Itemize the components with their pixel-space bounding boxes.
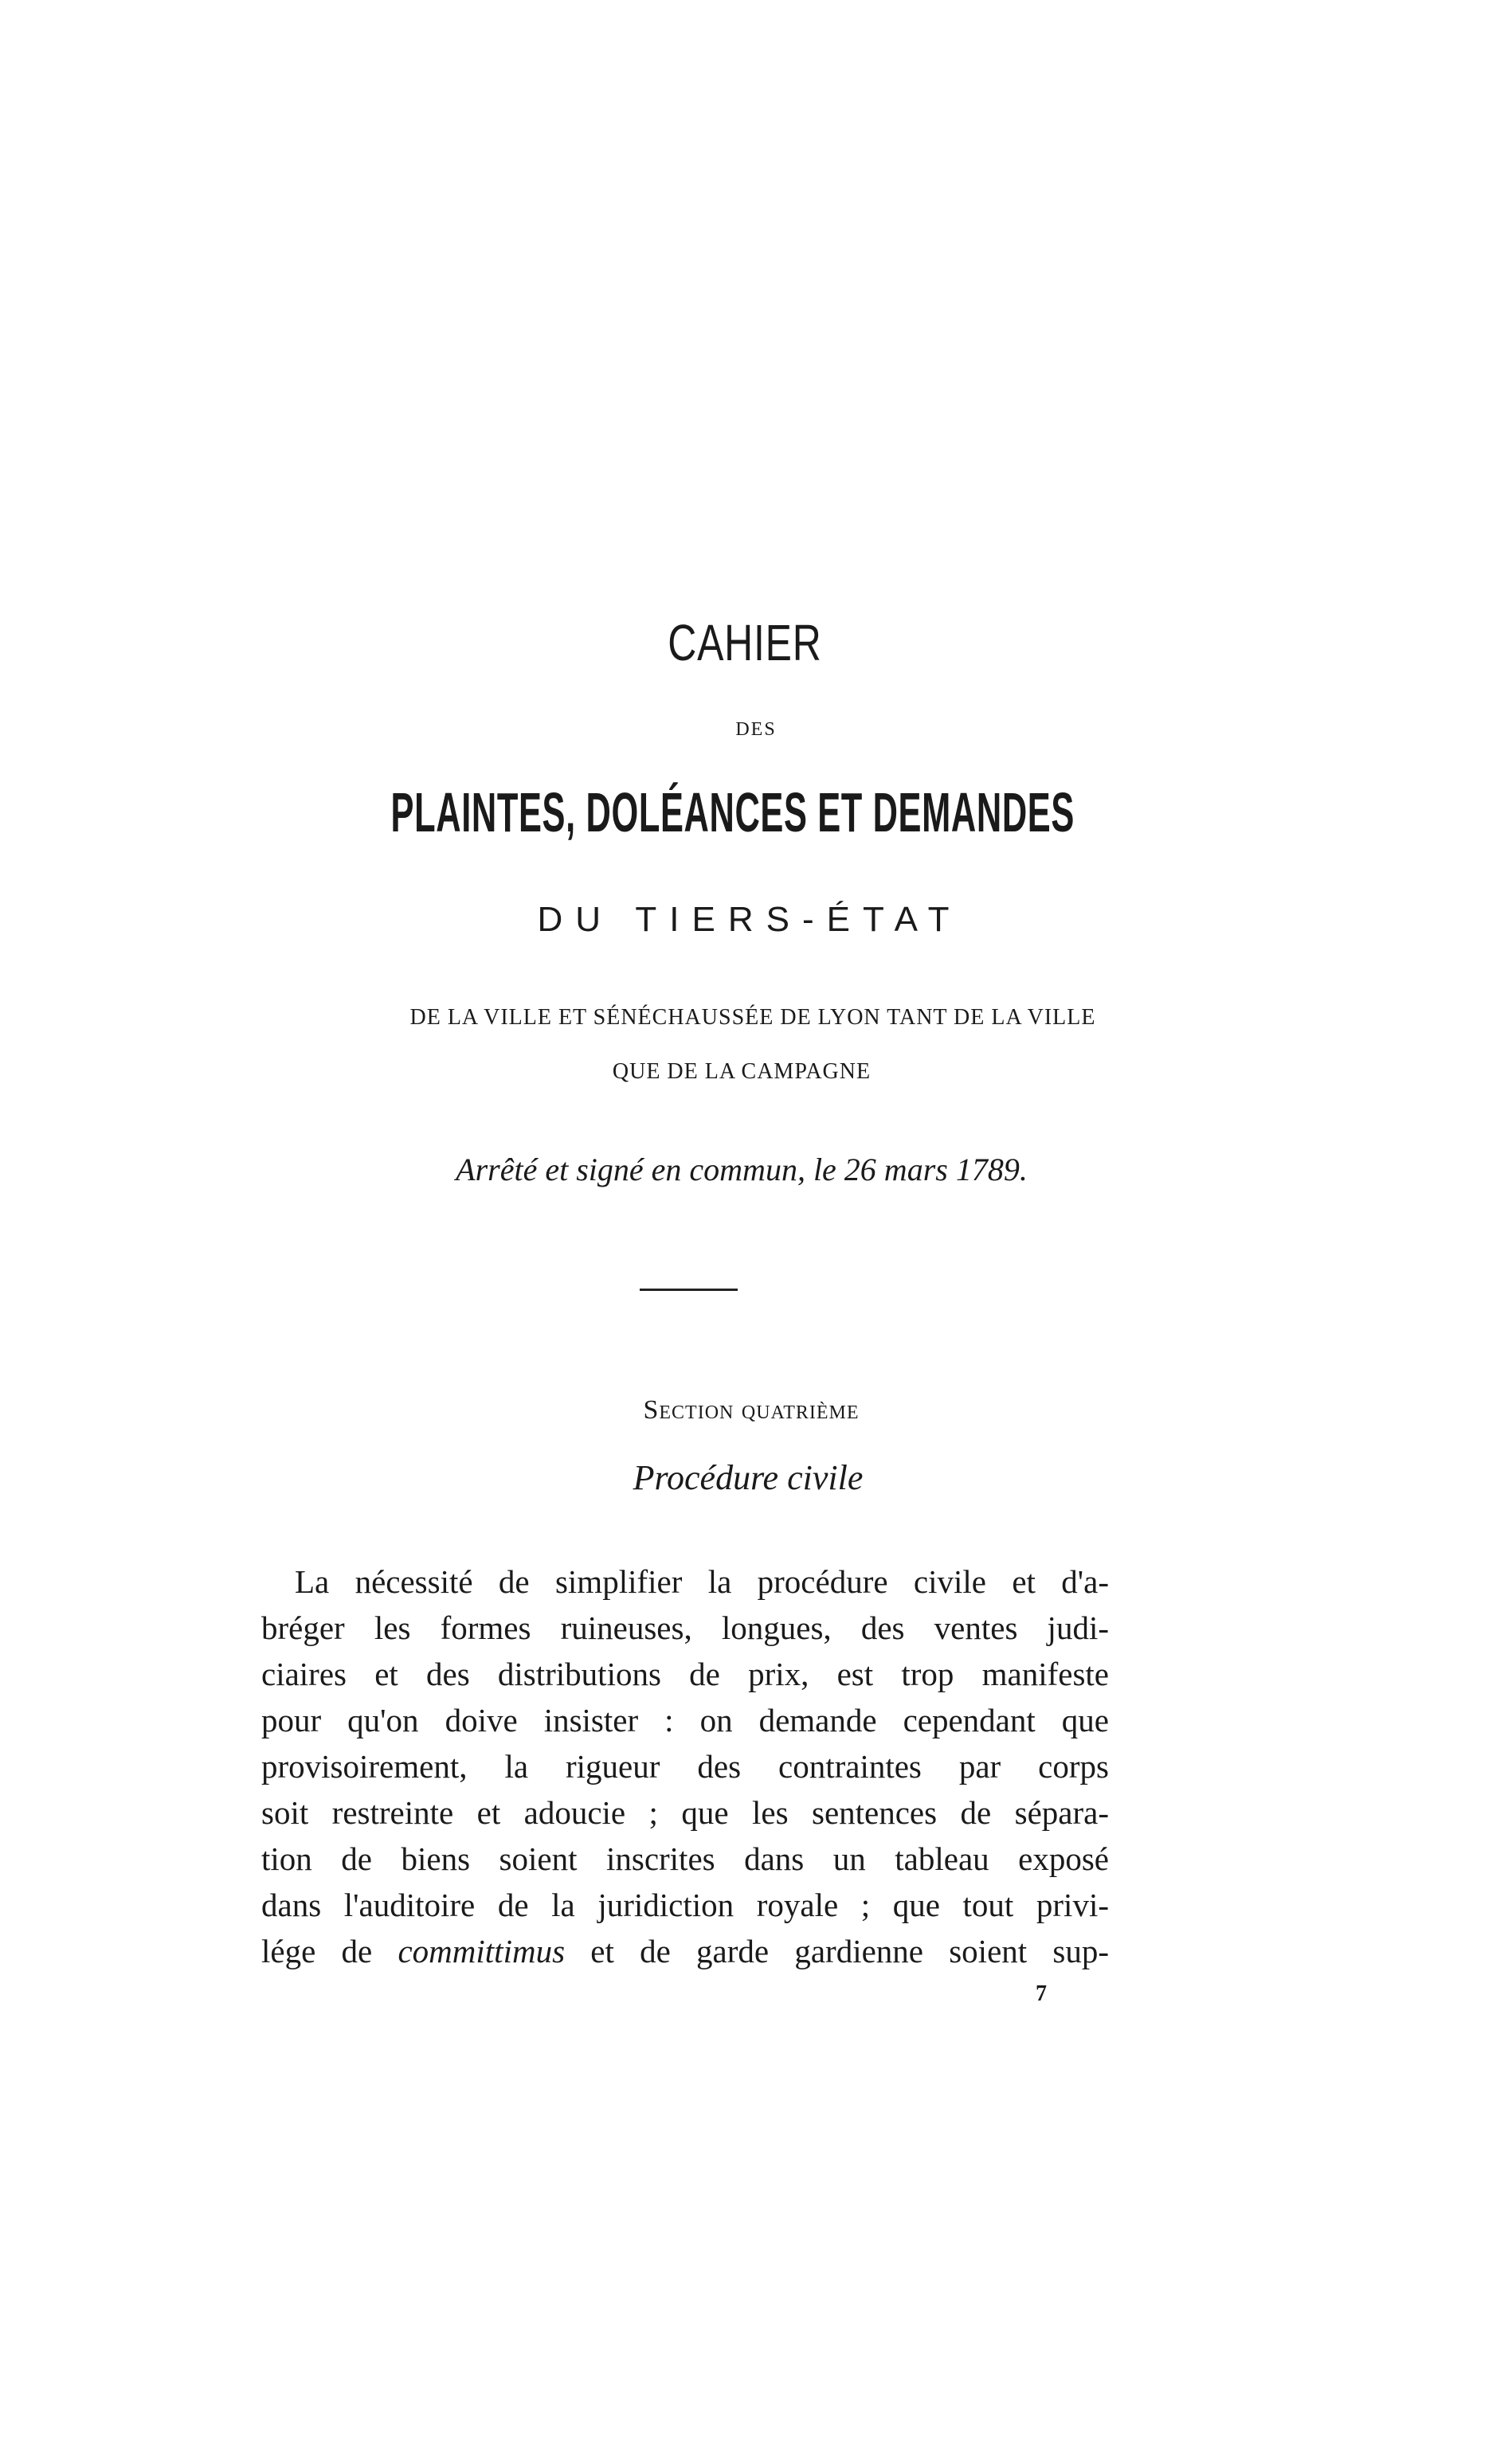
estate-heading: DU TIERS-ÉTAT <box>537 900 962 939</box>
body-line: tion de biens soient inscrites dans un tableau exposé <box>261 1840 1109 1877</box>
body-line-last <box>261 1932 1109 1970</box>
body-line: La nécessité de simplifier la procédure civile et d'a- <box>295 1563 1109 1600</box>
body-line-last-start: lége de <box>261 1933 373 1969</box>
document-title: CAHIER <box>668 614 822 671</box>
title-connector: DES <box>735 719 777 740</box>
body-line: bréger les formes ruineuses, longues, des ventes judi- <box>261 1609 1109 1646</box>
origin-line-1: DE LA VILLE ET SÉNÉCHAUSSÉE DE LYON TANT DE LA VILLE <box>409 1005 1096 1030</box>
body-line: provisoirement, la rigueur des contraintes par corps <box>261 1748 1109 1785</box>
body-line: pour qu'on doive insister : on demande cependant que <box>261 1702 1109 1738</box>
section-subtitle: Procédure civile <box>633 1458 864 1497</box>
separator-rule <box>640 1289 738 1291</box>
document-subtitle: PLAINTES, DOLÉANCES ET DEMANDES <box>390 781 1075 843</box>
body-line: ciaires et des distributions de prix, est trop manifeste <box>261 1656 1109 1692</box>
body-line-last-end: et de garde gardienne soient sup- <box>590 1933 1110 1969</box>
body-line: soit restreinte et adoucie ; que les sentences de sépara- <box>261 1794 1109 1831</box>
section-title: Section quatrième <box>643 1395 860 1425</box>
origin-line-2: QUE DE LA CAMPAGNE <box>612 1059 872 1084</box>
italic-term: committimus <box>398 1933 566 1969</box>
page-number: 7 <box>1036 1981 1047 2006</box>
signature-date-line: Arrêté et signé en commun, le 26 mars 1789. <box>456 1152 1028 1187</box>
body-line: dans l'auditoire de la juridiction royale ; que tout privi- <box>261 1887 1109 1923</box>
